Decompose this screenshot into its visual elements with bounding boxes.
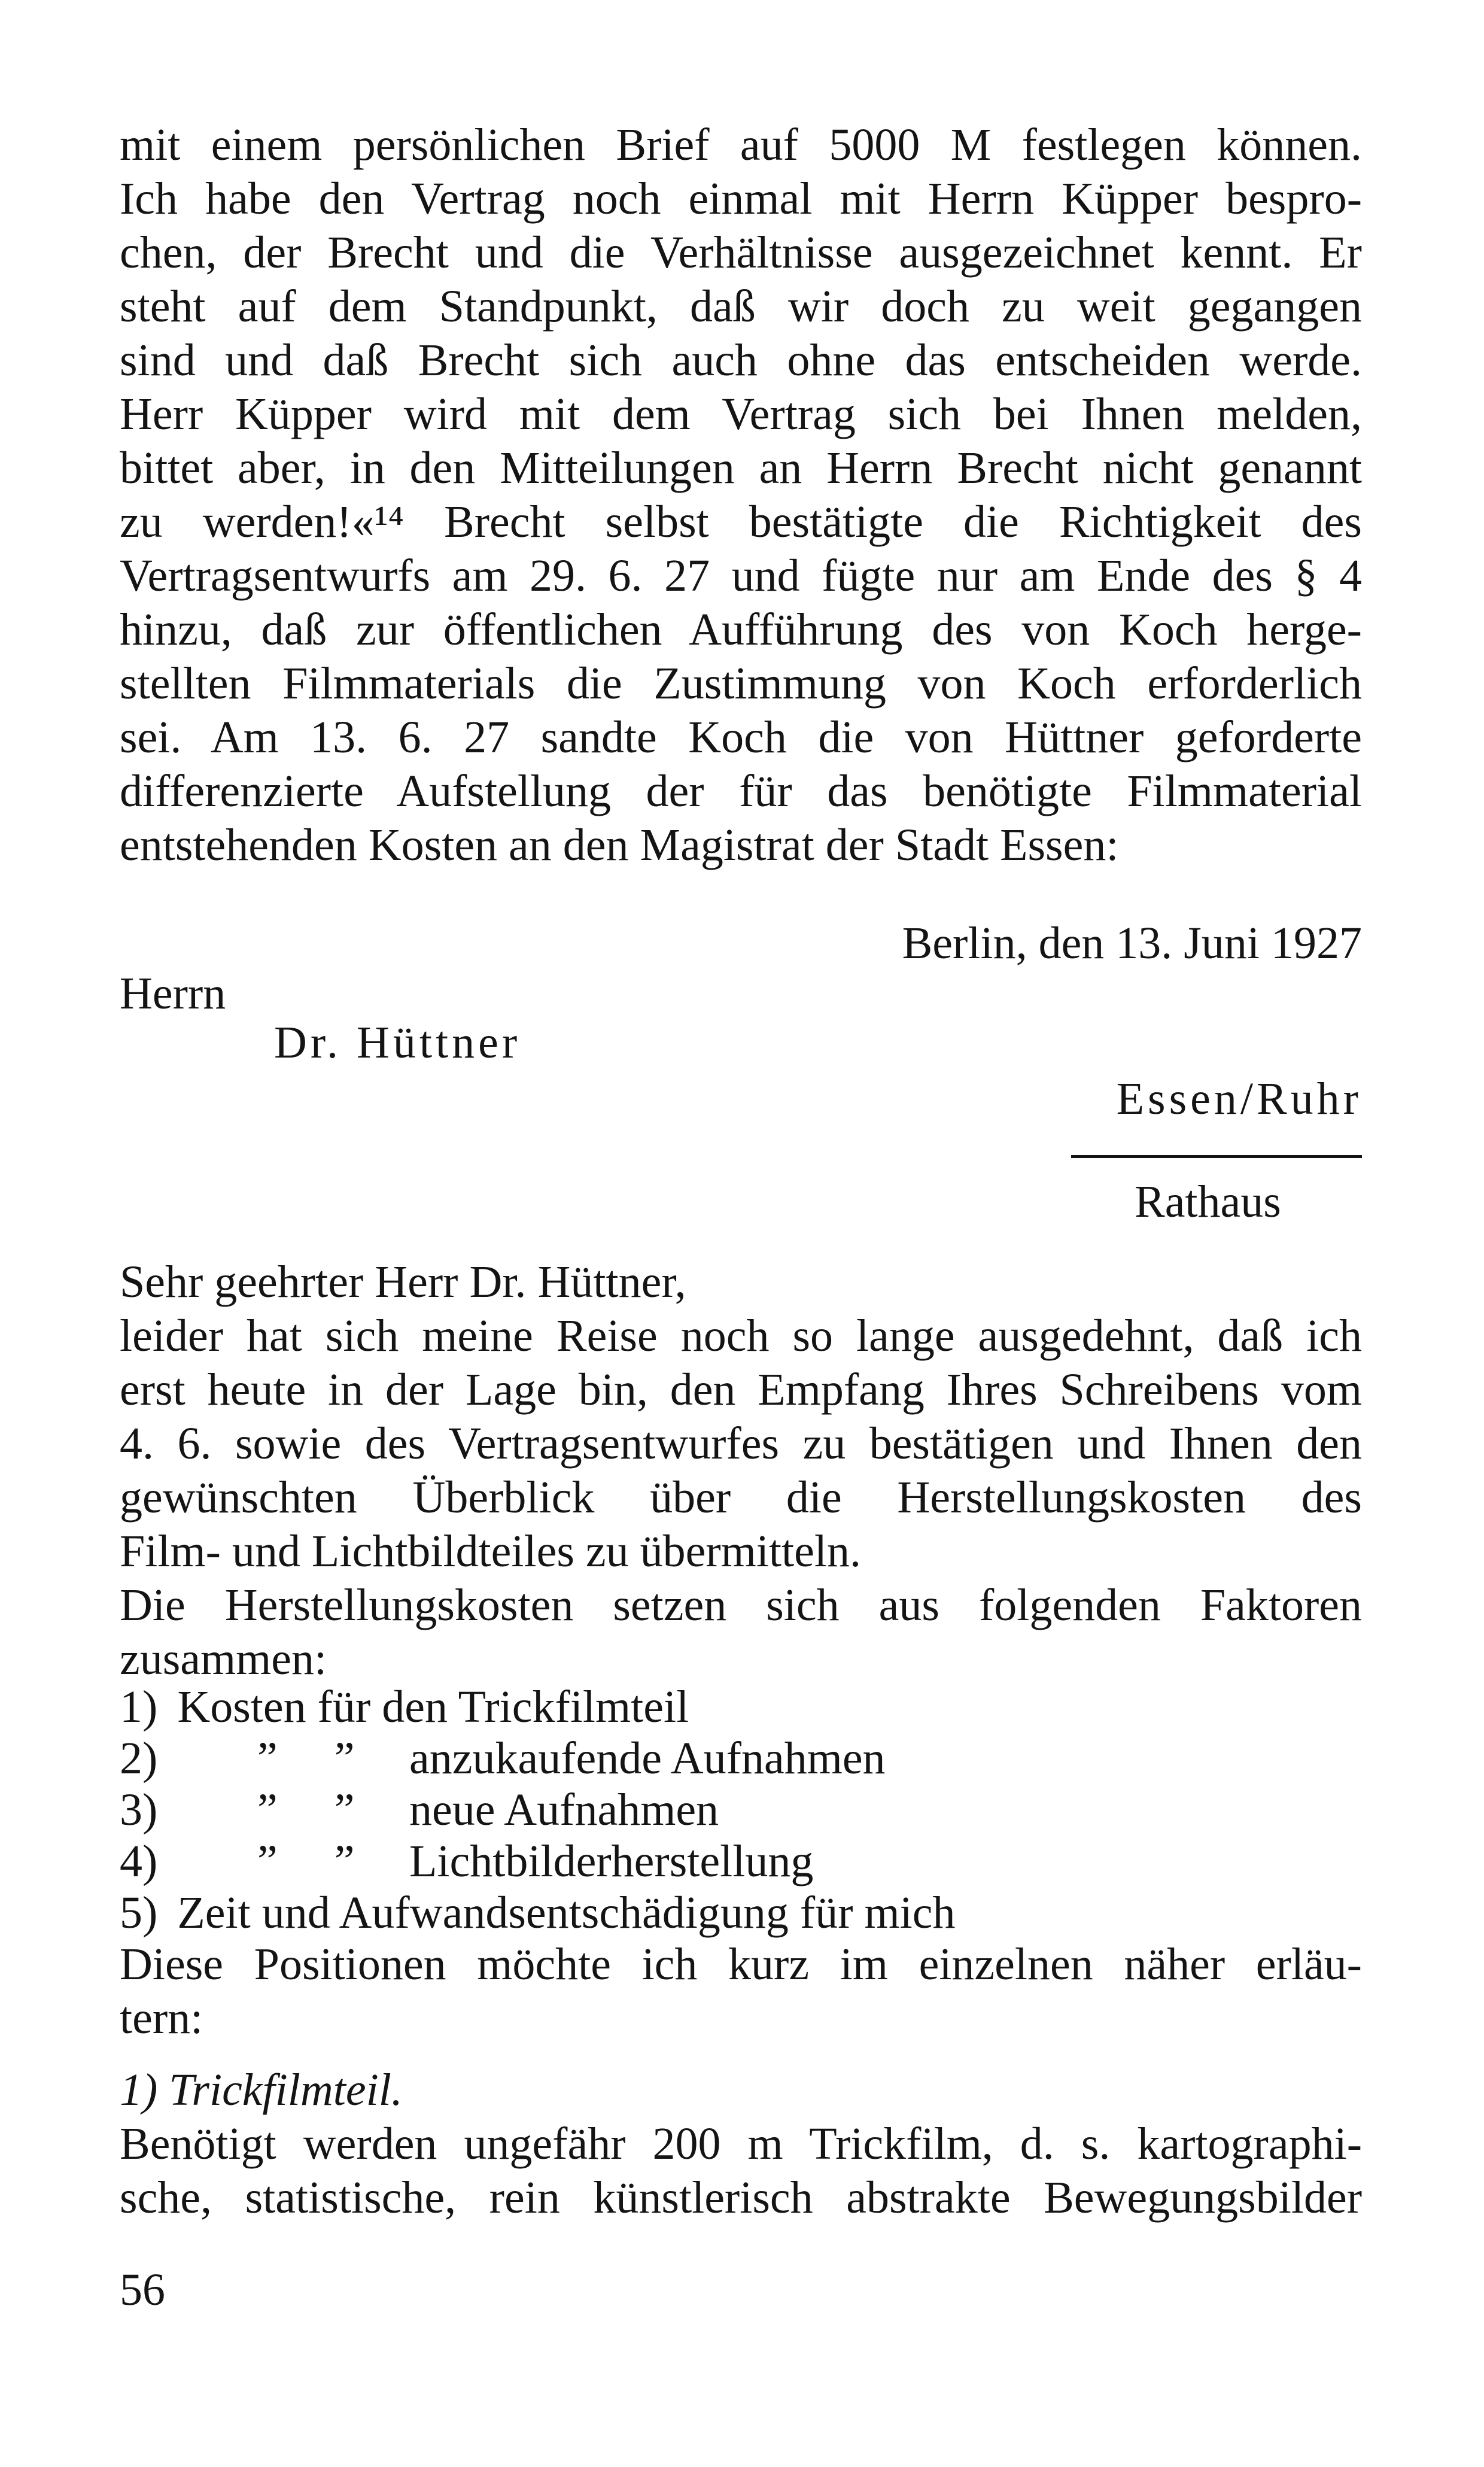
body-line: steht auf dem Standpunkt, daß wir doch zu weit gegangen (120, 281, 1362, 332)
list-num: 2) (120, 1733, 158, 1784)
letter-line: gewünschten Überblick über die Herstellungskosten des (120, 1472, 1362, 1523)
list-item (120, 1834, 1362, 1889)
body-line: stellten Filmmaterials die Zustimmung von Koch erforderlich (120, 658, 1362, 709)
letter-line: erst heute in der Lage bin, den Empfang Ihres Schreibens vom (120, 1365, 1362, 1415)
letter-line: tern: (120, 1993, 203, 2043)
body-line: entstehenden Kosten an den Magistrat der Stadt Essen: (120, 820, 1119, 870)
letter-line: sche, statistische, rein künstlerisch abstrakte Bewegungsbilder (120, 2173, 1362, 2223)
list-text: anzukaufende Aufnahmen (409, 1733, 886, 1784)
address-rule (1071, 1155, 1362, 1158)
letter-line: 4. 6. sowie des Vertragsentwurfes zu bestätigen und Ihnen den (120, 1418, 1362, 1469)
letter-line: leider hat sich meine Reise noch so lange ausgedehnt, daß ich (120, 1311, 1362, 1361)
list-num: 3) (120, 1785, 158, 1835)
body-line: Herr Küpper wird mit dem Vertrag sich bei Ihnen melden, (120, 389, 1362, 439)
letter-date: Berlin, den 13. Juni 1927 (902, 918, 1362, 968)
list-item (120, 1885, 1362, 1940)
body-line: differenzierte Aufstellung der für das benötigte Filmmaterial (120, 766, 1362, 816)
list-num: 5) (120, 1888, 158, 1938)
list-text: Kosten für den Trickfilmteil (177, 1682, 689, 1732)
body-line: sei. Am 13. 6. 27 sandte Koch die von Hüttner geforderte (120, 712, 1362, 762)
list-item (120, 1679, 1362, 1734)
letter-line: zusammen: (120, 1634, 327, 1684)
list-num: 1) (120, 1682, 158, 1732)
list-item (120, 1782, 1362, 1837)
list-num: 4) (120, 1836, 158, 1886)
body-line: chen, der Brecht und die Verhältnisse ausgezeichnet kennt. Er (120, 227, 1362, 278)
letter-recipient: Dr. Hüttner (274, 1017, 521, 1068)
letter-city: Essen/Ruhr (1116, 1074, 1362, 1124)
letter-line: Film- und Lichtbildteiles zu übermitteln. (120, 1526, 862, 1576)
list-ditto: ” ” (257, 1733, 355, 1784)
letter-line: Diese Positionen möchte ich kurz im einzelnen näher erläu- (120, 1939, 1362, 1989)
letter-line: Die Herstellungskosten setzen sich aus folgenden Faktoren (120, 1580, 1362, 1630)
list-text: Zeit und Aufwandsentschädigung für mich (177, 1888, 956, 1938)
body-line: Vertragsentwurfs am 29. 6. 27 und fügte nur am Ende des § 4 (120, 551, 1362, 601)
body-line: zu werden!«¹⁴ Brecht selbst bestätigte die Richtigkeit des (120, 497, 1362, 547)
body-line: mit einem persönlichen Brief auf 5000 M festlegen können. (120, 120, 1362, 170)
list-item (120, 1731, 1362, 1786)
letter-building: Rathaus (1135, 1177, 1281, 1227)
list-text: Lichtbilderherstellung (409, 1836, 814, 1886)
body-line: hinzu, daß zur öffentlichen Aufführung des von Koch herge- (120, 604, 1362, 655)
list-ditto: ” ” (257, 1785, 355, 1835)
list-text: neue Aufnahmen (409, 1785, 719, 1835)
letter-line: Benötigt werden ungefähr 200 m Trickfilm, d. s. kartographi- (120, 2119, 1362, 2169)
body-line: Ich habe den Vertrag noch einmal mit Herrn Küpper bespro- (120, 174, 1362, 224)
list-ditto: ” ” (257, 1836, 355, 1886)
letter-herrn: Herrn (120, 968, 226, 1019)
section-heading: 1) Trickfilmteil. (120, 2065, 403, 2115)
page-number: 56 (120, 2265, 165, 2315)
body-line: sind und daß Brecht sich auch ohne das entscheiden werde. (120, 335, 1362, 385)
body-line: bittet aber, in den Mitteilungen an Herrn Brecht nicht genannt (120, 443, 1362, 493)
letter-greeting: Sehr geehrter Herr Dr. Hüttner, (120, 1257, 686, 1307)
